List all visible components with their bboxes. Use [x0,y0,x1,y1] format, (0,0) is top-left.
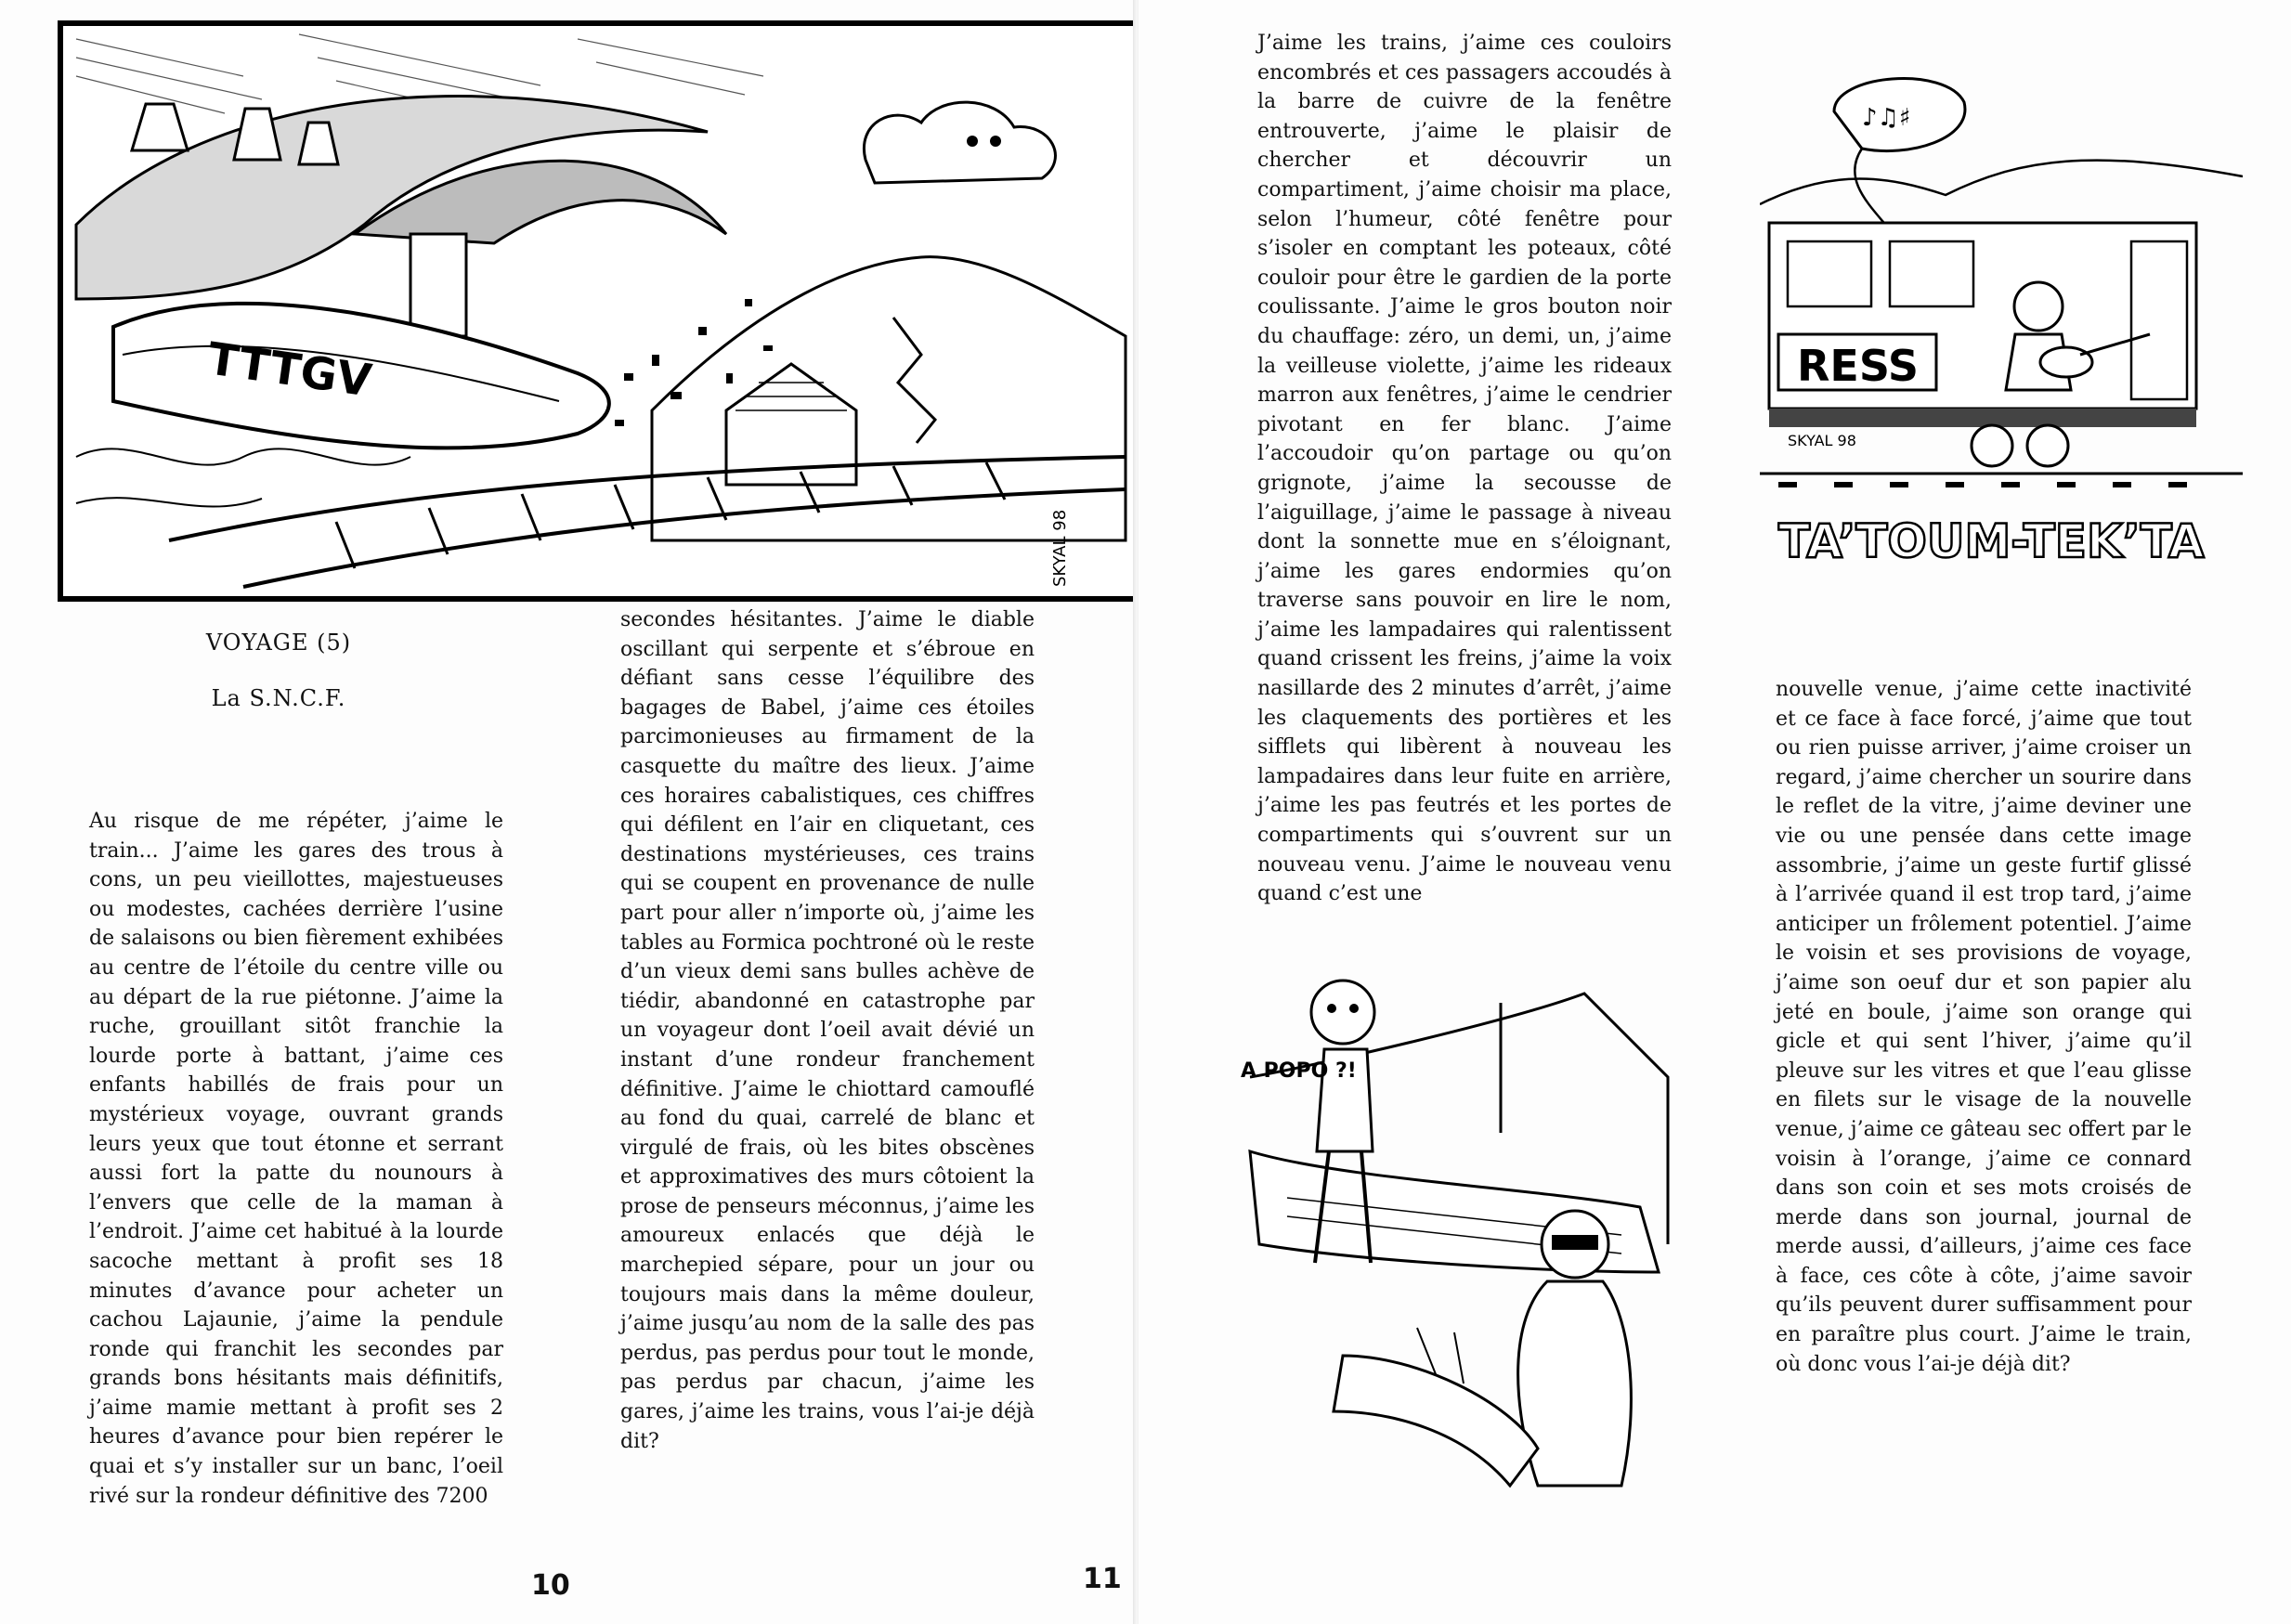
article-title: VOYAGE (5) [205,630,352,656]
page-number-right: 11 [1083,1563,1122,1595]
tgv-crash-illustration [58,20,1139,602]
right-page [1083,0,2291,1624]
right-column-2 [1776,675,2192,1379]
page-number-left: 10 [531,1569,570,1602]
left-column-1 [89,807,503,1511]
paragraph: J’aime les trains, j’aime ces couloirs encombrés et ces passagers accoudés à la barre de cuivre de la fenêtre entrouverte, j’aime le plaisir de chercher et découvrir un compartiment, j’aime choisir ma place, selon l’humeur, côté fenêtre pour s’isoler en comptant les poteaux, côté couloir pour être le gardien de la porte coulissante. J’aime le gros bouton noir du chauffage: zéro, un demi, un, j’aime la veilleuse violette, j’aime les rideaux marron aux fenêtres, j’aime le cendrier pivotant en fer blanc. J’aime l’accoudoir qu’on partage ou qu’on grignote, j’aime la secousse de l’aiguillage, j’aime le passage à niveau dont la sonnette mue en s’éloignant, j’aime les gares endormies qu’on traverse sans pouvoir en lire le nom, j’aime les lampadaires qui ralentissent quand crissent les freins, j’aime la voix nasillarde des 2 minutes d’arrêt, j’aime les claquements des portières et les sifflets qui libèrent à nouveau les lampadaires dans leur fuite en arrière, j’aime les pas feutrés et les portes de compartiments qui s’ouvrent sur un nouveau venu. J’aime le nouveau venu quand c’est une [1257,32,1672,906]
illustration-signature: SKYAL 98 [1050,509,1070,587]
svg-text:♪♫♯: ♪♫♯ [1862,104,1911,132]
article-subtitle: La S.N.C.F. [211,685,346,711]
left-page [0,0,1139,1624]
right-column-1 [1257,29,1672,909]
illustration-caption: TA’TOUM-TEK’TA [1778,514,2205,568]
compartment-illustration [1231,966,1677,1514]
paragraph: nouvelle venue, j’aime cette inactivité et ce face à face forcé, j’aime que tout ou rien puisse arriver, j’aime croiser un regard, j’aime chercher un sourire dans le reflet de la vitre, j’aime deviner une vie ou une pensée dans cette image assombrie, j’aime un geste furtif glissé à l’arrivée quand il est trop tard, j’aime anticiper un frôlement potentiel. J’aime le voisin et ses provisions de voyage, j’aime son oeuf dur et son papier alu jeté en boule, j’aime son orange qui gicle et qui sent l’hiver, j’aime qu’il pleuve sur les vitres et que l’eau glisse en filets sur le visage de la nouvelle venue, j’aime ce gâteau sec offert par le voisin à l’orange, j’aime ce connard dans son coin et ses mots croisés de merde dans son journal, journal de merde aussi, d’ailleurs, j’aime ces face à face, ces côte à côte, j’aime savoir qu’ils peuvent durer suffisamment pour en paraître plus court. J’aime le train, où donc vous l’ai-je déjà dit? [1776,678,2192,1376]
paragraph: Au risque de me répéter, j’aime le train... J’aime les gares des trous à cons, un peu vieillottes, majestueuses ou modestes, cachées derrière l’usine de salaisons ou bien fièrement exhibées au centre de l’étoile du centre ville ou au départ de la rue piétonne. J’aime la ruche, grouillant sitôt franchie la lourde porte à battant, j’aime ces enfants habillés de frais pour un mystérieux voyage, ouvrant grands leurs yeux que tout étonne et serrant aussi fort la patte du nounours à l’envers que celle de la maman à l’endroit. J’aime cet habitué à la lourde sacoche mettant à profit ses 18 minutes d’avance pour acheter un cachou Lajaunie, j’aime la pendule ronde qui franchit les secondes par grands bons hésitants mais définitifs, j’aime mamie mettant à profit ses 2 heures d’avance pour bien repérer le quai et s’y installer sur un banc, l’oeil rivé sur la rondeur définitive des 7200 [89,810,503,1508]
train-label: TTTGV [204,332,375,408]
train-signature: SKYAL 98 [1788,432,1856,449]
train-musician-illustration [1760,56,2243,594]
train-sign: RESS [1797,341,1920,391]
left-column-2 [620,605,1035,1456]
paragraph: secondes hésitantes. J’aime le diable oscillant qui serpente et s’ébroue en défiant sans cesse l’équilibre des bagages de Babel, j’aime ces étoiles parcimonieuses au firmament de la casquette du maître des lieux. J’aime ces horaires cabalistiques, ces chiffres qui défilent en l’air en cliquetant, ces destinations mystérieuses, ces trains qui se coupent en provenance de nulle part pour aller n’importe où, j’aime les tables au Formica pochtroné où le reste d’un vieux demi sans bulles achève de tiédir, abandonné en catastrophe par un voyageur dont l’oeil avait dévié un instant d’une rondeur franchement définitive. J’aime le chiottard camouflé au fond du quai, carrelé de blanc et virgulé de frais, où les bites obscènes et approximatives des murs côtoient la prose de penseurs méconnus, j’aime les amoureux enlacés que déjà le marchepied sépare, pour un jour ou toujours mais dans la même douleur, j’aime jusqu’au nom de la salle des pas perdus, pas perdus pour tout le monde, pas perdus par chacun, j’aime les gares, j’aime les trains, vous l’ai-je déjà dit? [620,608,1035,1453]
speech-text: A POPO ?! [1241,1059,1357,1083]
